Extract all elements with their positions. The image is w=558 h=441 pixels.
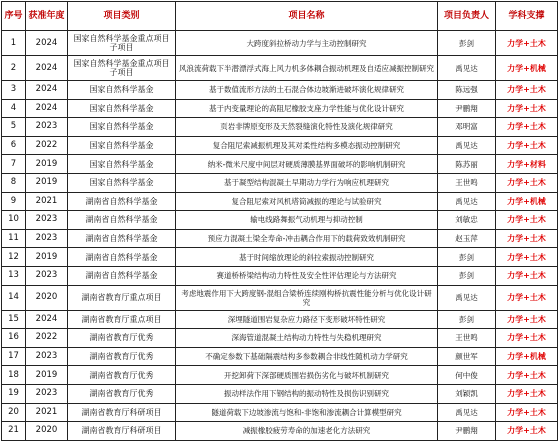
row-support: 力学+土木 xyxy=(496,31,558,56)
row-category: 湖南省自然科学基金 xyxy=(68,211,176,230)
row-person: 尹鹏翔 xyxy=(438,99,496,118)
row-category: 湖南省自然科学基金 xyxy=(68,192,176,211)
row-category: 湖南省教育厅优秀 xyxy=(68,384,176,403)
row-support: 力学+土木 xyxy=(496,99,558,118)
table-row xyxy=(2,266,558,285)
row-project-name: 赛道桥桥梁结构动力特性及安全性评估理论与方法研究 xyxy=(176,266,438,285)
row-year: 2023 xyxy=(26,266,68,285)
row-project-name: 深海管道混凝土结构动力特性与失稳机理研究 xyxy=(176,329,438,348)
row-year: 2021 xyxy=(26,403,68,422)
row-support: 力学+土木 xyxy=(496,310,558,329)
row-project-name: 纳米-微米尺度中间层对硬质薄膜基界面破坏的影响机制研究 xyxy=(176,155,438,174)
row-project-name: 复合阻尼索减振机理及其对柔性结构多模态振动控制研究 xyxy=(176,136,438,155)
row-year: 2022 xyxy=(26,329,68,348)
row-person: 彭剑 xyxy=(438,248,496,267)
row-category: 国家自然科学基金 xyxy=(68,99,176,118)
row-year: 2023 xyxy=(26,347,68,366)
table-row xyxy=(2,366,558,385)
row-year: 2019 xyxy=(26,173,68,192)
row-year: 2020 xyxy=(26,285,68,310)
row-support: 力学+土木 xyxy=(496,248,558,267)
row-project-name: 基于内变量理论的高阻尼橡胶支座力学性能与优化设计研究 xyxy=(176,99,438,118)
row-category: 湖南省教育厅优秀 xyxy=(68,366,176,385)
row-support: 力学+机械 xyxy=(496,192,558,211)
row-index: 4 xyxy=(2,99,26,118)
header-row xyxy=(2,2,558,31)
row-category: 国家自然科学基金重点项目子项目 xyxy=(68,56,176,81)
row-person: 禹见达 xyxy=(438,136,496,155)
row-person: 颜世军 xyxy=(438,347,496,366)
row-year: 2024 xyxy=(26,81,68,100)
row-category: 湖南省自然科学基金 xyxy=(68,229,176,248)
table-row xyxy=(2,173,558,192)
table-row xyxy=(2,329,558,348)
row-index: 8 xyxy=(2,173,26,192)
row-person: 刘敏忠 xyxy=(438,211,496,230)
row-support: 力学+土木 xyxy=(496,366,558,385)
header-project-name: 项目名称 xyxy=(176,2,438,31)
row-index: 12 xyxy=(2,248,26,267)
row-support: 力学+机械 xyxy=(496,347,558,366)
row-index: 9 xyxy=(2,192,26,211)
row-year: 2019 xyxy=(26,366,68,385)
row-year: 2019 xyxy=(26,155,68,174)
row-project-name: 基于凝型结构混凝土早期动力学行为响应机理研究 xyxy=(176,173,438,192)
row-project-name: 隧道荷载下边坡渗流与饱和-非饱和渗流耦合计算模型研究 xyxy=(176,403,438,422)
row-support: 力学+土木 xyxy=(496,285,558,310)
row-support: 力学+机械 xyxy=(496,56,558,81)
row-person: 禹见达 xyxy=(438,285,496,310)
row-index: 14 xyxy=(2,285,26,310)
row-person: 禹见达 xyxy=(438,192,496,211)
row-index: 15 xyxy=(2,310,26,329)
row-year: 2023 xyxy=(26,229,68,248)
table-body xyxy=(2,31,558,441)
row-project-name: 基于数值流形方法的土石混合体边坡渐进破坏演化规律研究 xyxy=(176,81,438,100)
row-support: 力学+土木 xyxy=(496,329,558,348)
row-index: 16 xyxy=(2,329,26,348)
projects-table xyxy=(1,1,558,441)
row-category: 国家自然科学基金重点项目子项目 xyxy=(68,31,176,56)
row-person: 刘颖凯 xyxy=(438,384,496,403)
row-support: 力学+土木 xyxy=(496,211,558,230)
row-person: 陈苏丽 xyxy=(438,155,496,174)
row-year: 2023 xyxy=(26,384,68,403)
table-row xyxy=(2,384,558,403)
row-support: 力学+土木 xyxy=(496,384,558,403)
row-category: 湖南省自然科学基金 xyxy=(68,266,176,285)
row-category: 湖南省教育厅科研项目 xyxy=(68,422,176,441)
table-row xyxy=(2,310,558,329)
row-category: 湖南省教育厅科研项目 xyxy=(68,403,176,422)
row-year: 2024 xyxy=(26,99,68,118)
row-project-name: 振动样法作用下钢结构的振动特性及损伤识别研究 xyxy=(176,384,438,403)
table-row xyxy=(2,118,558,137)
header-category: 项目类别 xyxy=(68,2,176,31)
table-row xyxy=(2,422,558,441)
row-person: 王世鸣 xyxy=(438,329,496,348)
row-person: 彭剑 xyxy=(438,31,496,56)
header-year: 获准年度 xyxy=(26,2,68,31)
table-row xyxy=(2,211,558,230)
row-index: 20 xyxy=(2,403,26,422)
row-project-name: 考虑地震作用下大跨度钢-混组合梁桥连续刚构桥抗震性能分析与优化设计研究 xyxy=(176,285,438,310)
row-person: 彭剑 xyxy=(438,266,496,285)
row-project-name: 风浪流荷载下半潜漂浮式海上风力机多体耦合振动机理及自适应减振控制研究 xyxy=(176,56,438,81)
row-index: 10 xyxy=(2,211,26,230)
row-support: 力学+土木 xyxy=(496,136,558,155)
table-row xyxy=(2,56,558,81)
table-row xyxy=(2,347,558,366)
row-category: 湖南省教育厅重点项目 xyxy=(68,285,176,310)
row-project-name: 预应力混凝土梁全寿命-冲击耦合作用下的载荷致效机制研究 xyxy=(176,229,438,248)
table-row xyxy=(2,229,558,248)
table-row xyxy=(2,192,558,211)
row-index: 21 xyxy=(2,422,26,441)
row-category: 湖南省教育厅重点项目 xyxy=(68,310,176,329)
row-index: 13 xyxy=(2,266,26,285)
row-year: 2019 xyxy=(26,248,68,267)
row-category: 国家自然科学基金 xyxy=(68,155,176,174)
table-row xyxy=(2,81,558,100)
row-category: 湖南省教育厅优秀 xyxy=(68,329,176,348)
row-index: 3 xyxy=(2,81,26,100)
row-category: 国家自然科学基金 xyxy=(68,118,176,137)
row-person: 陈远强 xyxy=(438,81,496,100)
row-support: 力学+土木 xyxy=(496,229,558,248)
row-year: 2023 xyxy=(26,118,68,137)
header-person: 项目负责人 xyxy=(438,2,496,31)
row-support: 力学+土木 xyxy=(496,81,558,100)
row-index: 18 xyxy=(2,366,26,385)
row-support: 力学+土木 xyxy=(496,403,558,422)
row-year: 2024 xyxy=(26,310,68,329)
header-support: 学科支撑 xyxy=(496,2,558,31)
row-project-name: 复合阻尼索对风机塔筒减振的理论与试验研究 xyxy=(176,192,438,211)
row-person: 尹鹏翔 xyxy=(438,422,496,441)
row-index: 19 xyxy=(2,384,26,403)
row-project-name: 页岩非牌原变形及天然裂缝演化特性及演化规律研究 xyxy=(176,118,438,137)
table-header xyxy=(2,2,558,31)
table-row xyxy=(2,155,558,174)
table-row xyxy=(2,136,558,155)
row-support: 力学+土木 xyxy=(496,422,558,441)
table-row xyxy=(2,403,558,422)
row-category: 国家自然科学基金 xyxy=(68,173,176,192)
row-year: 2024 xyxy=(26,31,68,56)
row-support: 力学+土木 xyxy=(496,118,558,137)
row-index: 2 xyxy=(2,56,26,81)
table-row xyxy=(2,31,558,56)
table-row xyxy=(2,99,558,118)
row-category: 国家自然科学基金 xyxy=(68,81,176,100)
row-project-name: 开挖卸荷下深部硬质围岩损伤劣化与破坏机制研究 xyxy=(176,366,438,385)
header-index: 序号 xyxy=(2,2,26,31)
row-support: 力学+材料 xyxy=(496,155,558,174)
row-project-name: 基于时间缩放理论的斜拉索振动控制研究 xyxy=(176,248,438,267)
row-project-name: 输电线路舞振气动机理与抑动控制 xyxy=(176,211,438,230)
row-year: 2023 xyxy=(26,211,68,230)
row-project-name: 不确定参数下基础隔震结构多参数耦合非线性随机动力学研究 xyxy=(176,347,438,366)
row-person: 禹见达 xyxy=(438,56,496,81)
row-person: 邓明富 xyxy=(438,118,496,137)
row-person: 王世鸣 xyxy=(438,173,496,192)
row-category: 湖南省教育厅优秀 xyxy=(68,347,176,366)
row-person: 赵玉萍 xyxy=(438,229,496,248)
row-person: 禹见达 xyxy=(438,403,496,422)
row-index: 5 xyxy=(2,118,26,137)
row-year: 2024 xyxy=(26,56,68,81)
row-index: 6 xyxy=(2,136,26,155)
row-year: 2022 xyxy=(26,136,68,155)
row-support: 力学+土木 xyxy=(496,173,558,192)
row-index: 11 xyxy=(2,229,26,248)
row-project-name: 大跨度斜拉桥动力学与主动控制研究 xyxy=(176,31,438,56)
table-row xyxy=(2,285,558,310)
row-index: 1 xyxy=(2,31,26,56)
row-project-name: 深埋隧道围岩复杂应力路径下变形破坏特性研究 xyxy=(176,310,438,329)
row-index: 17 xyxy=(2,347,26,366)
row-category: 国家自然科学基金 xyxy=(68,136,176,155)
row-person: 彭剑 xyxy=(438,310,496,329)
row-category: 湖南省自然科学基金 xyxy=(68,248,176,267)
row-support: 力学+土木 xyxy=(496,266,558,285)
row-index: 7 xyxy=(2,155,26,174)
row-year: 2020 xyxy=(26,422,68,441)
table-row xyxy=(2,248,558,267)
row-person: 何中俊 xyxy=(438,366,496,385)
row-year: 2021 xyxy=(26,192,68,211)
row-project-name: 减振橡胶疲劳寿命的加速老化方法研究 xyxy=(176,422,438,441)
